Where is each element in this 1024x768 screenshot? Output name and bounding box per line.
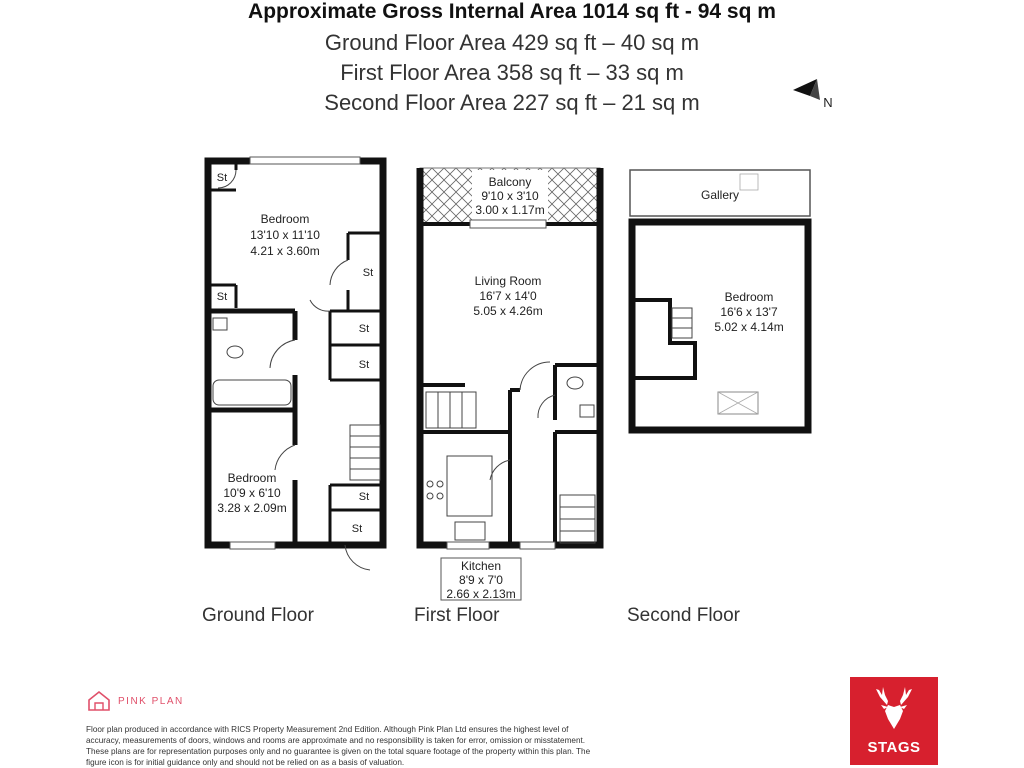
room-size-imperial: 9'10 x 3'10 xyxy=(481,189,539,203)
ground-floor-label: Ground Floor xyxy=(202,605,314,626)
bath xyxy=(213,380,291,405)
second-floor-area: Second Floor Area 227 sq ft – 21 sq m xyxy=(324,90,700,115)
stag-head-icon xyxy=(850,677,938,737)
room-name: Living Room xyxy=(474,274,542,288)
room-name: Balcony xyxy=(488,175,532,189)
room-size-imperial: 13'10 x 11'10 xyxy=(250,228,320,242)
north-label: N xyxy=(823,95,833,110)
window xyxy=(230,542,275,549)
hob-icon xyxy=(427,481,443,499)
disclaimer-text: Floor plan produced in accordance with RICS Property Measurement 2nd Edition. Although Pink Plan Ltd ensures the highest level of accuracy, measurements of doors, windows and rooms are approximate and no responsibility is taken for error, omission or misstatement. These plans are for representation purposes only and no guarantee is given on the total square footage of the property within this plan. The figure icon is for initial guidance only and should not be relied on as a basis of valuation. xyxy=(86,725,591,767)
room-name: Gallery xyxy=(700,188,740,202)
room-size-metric: 2.66 x 2.13m xyxy=(446,587,516,601)
room-name: Bedroom xyxy=(227,471,277,485)
toilet xyxy=(567,377,583,389)
room-size-imperial: 8'9 x 7'0 xyxy=(459,573,503,587)
room-name: Bedroom xyxy=(260,212,310,226)
stags-logo xyxy=(850,677,938,765)
storage-label: St xyxy=(216,172,228,184)
ground-floor-area: Ground Floor Area 429 sq ft – 40 sq m xyxy=(324,30,700,55)
room-size-imperial: 10'9 x 6'10 xyxy=(223,486,281,500)
first-floor-label: First Floor xyxy=(414,605,500,626)
window xyxy=(250,157,360,164)
storage-label: St xyxy=(216,291,228,303)
balcony-doors xyxy=(470,220,546,228)
pink-plan-logo-icon xyxy=(86,689,112,713)
sink xyxy=(455,522,485,540)
first-floor-plan xyxy=(420,168,600,601)
storage-label: St xyxy=(351,523,363,535)
storage-label: St xyxy=(362,267,374,279)
second-floor-plan xyxy=(630,170,810,430)
kitchen-island xyxy=(447,456,492,516)
room-size-metric: 3.28 x 2.09m xyxy=(217,501,287,515)
room-size-imperial: 16'6 x 13'7 xyxy=(720,305,778,319)
first-floor-area: First Floor Area 358 sq ft – 33 sq m xyxy=(340,60,684,85)
room-size-metric: 5.05 x 4.26m xyxy=(473,304,543,318)
toilet xyxy=(227,346,243,358)
north-arrow-icon xyxy=(793,79,820,100)
stags-label: STAGS xyxy=(867,739,921,756)
room-size-metric: 5.02 x 4.14m xyxy=(714,320,784,334)
room-name: Kitchen xyxy=(460,559,502,573)
page-title: Approximate Gross Internal Area 1014 sq ft - 94 sq m xyxy=(248,0,776,23)
second-floor-label: Second Floor xyxy=(627,605,741,626)
room-size-metric: 3.00 x 1.17m xyxy=(475,203,545,217)
storage-label: St xyxy=(358,359,370,371)
ground-floor-plan xyxy=(208,157,383,570)
pink-plan-brand: PINK PLAN xyxy=(118,696,184,707)
storage-label: St xyxy=(358,491,370,503)
basin xyxy=(213,318,227,330)
room-name: Bedroom xyxy=(724,290,774,304)
room-size-imperial: 16'7 x 14'0 xyxy=(479,289,537,303)
storage-label: St xyxy=(358,323,370,335)
basin xyxy=(580,405,594,417)
room-size-metric: 4.21 x 3.60m xyxy=(250,244,320,258)
